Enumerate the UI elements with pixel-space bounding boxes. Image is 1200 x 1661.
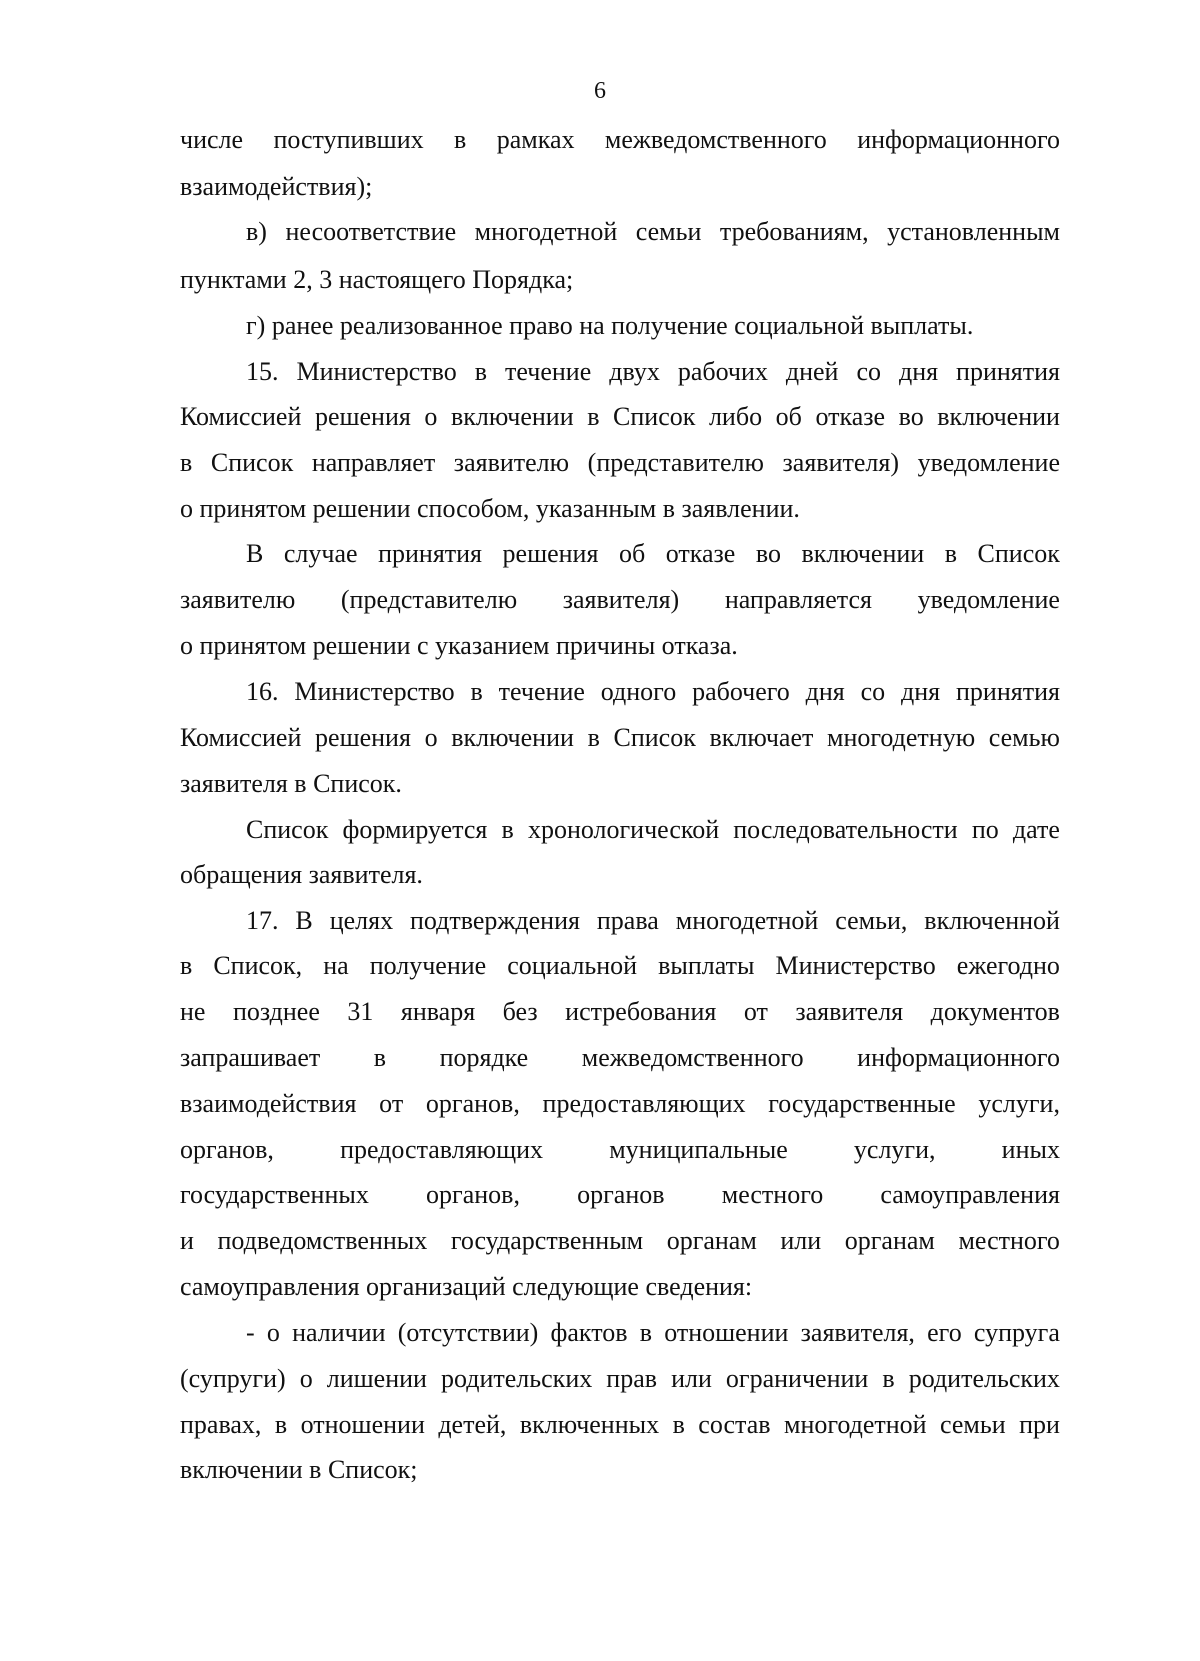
- word: о: [424, 402, 438, 431]
- text-line: [246, 676, 1060, 708]
- word: 16.: [246, 677, 279, 706]
- word: лишении: [326, 1364, 427, 1393]
- word: позднее: [232, 997, 320, 1026]
- text-line: о принятом решении способом, указанным в заявлении.: [180, 494, 800, 523]
- text-line: [180, 996, 1060, 1028]
- word: государственных: [180, 1180, 369, 1209]
- word: одного: [600, 677, 677, 706]
- text-line: [180, 1225, 1060, 1257]
- word: заявителю: [180, 585, 296, 614]
- word: права: [596, 906, 659, 935]
- word: взаимодействия: [180, 1089, 357, 1118]
- word: течение: [505, 357, 592, 386]
- text-line: [180, 1134, 1060, 1166]
- word: Министерство: [775, 951, 936, 980]
- text-line: [180, 1363, 1060, 1395]
- word: семью: [988, 723, 1060, 752]
- word: супруга: [973, 1318, 1060, 1347]
- word: рабочих: [677, 357, 768, 386]
- word: течение: [498, 677, 585, 706]
- word: 15.: [246, 357, 279, 386]
- word: подтверждения: [410, 906, 580, 935]
- word: в: [882, 1364, 895, 1393]
- text-line: [180, 584, 1060, 616]
- word: включенных: [519, 1410, 660, 1439]
- word: органов,: [180, 1135, 274, 1164]
- text-line: [180, 447, 1060, 479]
- word: Комиссией: [180, 402, 302, 431]
- word: в: [180, 951, 193, 980]
- word: в: [587, 402, 600, 431]
- word: случае: [283, 539, 358, 568]
- word: муниципальные: [609, 1135, 788, 1164]
- word: формируется: [342, 815, 488, 844]
- word: заявителя,: [800, 1318, 915, 1347]
- word: местного: [958, 1226, 1060, 1255]
- word: Министерство: [294, 677, 455, 706]
- word: многодетной: [474, 217, 618, 246]
- word: в: [470, 677, 483, 706]
- word: документов: [930, 997, 1060, 1026]
- word: в: [274, 1410, 288, 1439]
- word: Список: [613, 402, 696, 431]
- word: предоставляющих: [340, 1135, 544, 1164]
- word: информационного: [857, 125, 1060, 154]
- word: 17.: [246, 906, 279, 935]
- word: либо: [708, 402, 763, 431]
- word: рабочего: [692, 677, 790, 706]
- word: во: [898, 402, 924, 431]
- word: в: [501, 815, 514, 844]
- text-line: [246, 216, 1060, 248]
- word: В: [295, 906, 313, 935]
- word: при: [1019, 1410, 1060, 1439]
- word: ограничении: [725, 1364, 869, 1393]
- word: (отсутствии): [397, 1318, 539, 1347]
- word: включении: [451, 723, 574, 752]
- word: органам: [844, 1226, 935, 1255]
- word: местного: [721, 1180, 824, 1209]
- word: фактов: [550, 1318, 628, 1347]
- word: со: [860, 677, 886, 706]
- text-line: [180, 1088, 1060, 1120]
- word: целях: [329, 906, 394, 935]
- word: дней: [785, 357, 839, 386]
- word: решения: [314, 402, 411, 431]
- word: услуги,: [853, 1135, 936, 1164]
- text-line: [180, 401, 1060, 433]
- text-line: г) ранее реализованное право на получение социальной выплаты.: [246, 311, 974, 340]
- word: рамках: [496, 125, 575, 154]
- text-line: [246, 356, 1060, 388]
- word: многодетной: [675, 906, 819, 935]
- word: требованиям,: [719, 217, 869, 246]
- word: поступивших: [273, 125, 424, 154]
- word: принятия: [378, 539, 483, 568]
- word: порядке: [439, 1043, 529, 1072]
- word: подведомственных: [217, 1226, 428, 1255]
- word: в: [373, 1043, 387, 1072]
- page-number: 6: [594, 78, 606, 104]
- word: включении: [801, 539, 925, 568]
- word: иных: [1001, 1135, 1060, 1164]
- text-line: [180, 1409, 1060, 1441]
- word: (супруги): [180, 1364, 286, 1393]
- word: и: [180, 1226, 194, 1255]
- word: включении: [937, 402, 1060, 431]
- text-line: [180, 1179, 1060, 1211]
- word: его: [927, 1318, 962, 1347]
- word: В: [246, 539, 264, 568]
- word: решения: [315, 723, 411, 752]
- word: без: [502, 997, 538, 1026]
- word: детей,: [438, 1410, 507, 1439]
- word: в: [180, 448, 193, 477]
- word: об: [775, 402, 802, 431]
- word: межведомственного: [581, 1043, 804, 1072]
- word: выплаты: [658, 951, 755, 980]
- word: несоответствие: [285, 217, 457, 246]
- word: предоставляющих: [542, 1089, 746, 1118]
- word: решения: [502, 539, 599, 568]
- word: о: [424, 723, 438, 752]
- word: в: [474, 357, 488, 386]
- word: или: [671, 1364, 712, 1393]
- word: родительских: [441, 1364, 593, 1393]
- word: направляется: [724, 585, 872, 614]
- text-line: [180, 1042, 1060, 1074]
- word: уведомление: [917, 448, 1060, 477]
- text-line: пунктами 2, 3 настоящего Порядка;: [180, 265, 574, 294]
- text-line: о принятом решении с указанием причины отказа.: [180, 631, 738, 660]
- word: включенной: [924, 906, 1060, 935]
- word: Список: [977, 539, 1060, 568]
- text-line: [180, 722, 1060, 754]
- word: уведомление: [917, 585, 1060, 614]
- word: установленным: [887, 217, 1060, 246]
- word: 31: [347, 997, 374, 1026]
- word: -: [246, 1318, 255, 1347]
- word: Список,: [213, 951, 303, 980]
- word: двух: [609, 357, 660, 386]
- word: Список: [613, 723, 696, 752]
- word: Список: [210, 448, 294, 477]
- word: ежегодно: [956, 951, 1060, 980]
- word: органов: [577, 1180, 665, 1209]
- word: родительских: [908, 1364, 1060, 1393]
- word: в: [639, 1318, 652, 1347]
- word: наличии: [292, 1318, 386, 1347]
- word: Список: [246, 815, 329, 844]
- word: органам: [666, 1226, 757, 1255]
- word: межведомственного: [604, 125, 827, 154]
- word: отношении: [664, 1318, 789, 1347]
- word: семьи: [940, 1410, 1006, 1439]
- word: хронологической: [527, 815, 720, 844]
- word: многодетной: [783, 1410, 927, 1439]
- word: органов,: [425, 1089, 520, 1118]
- word: запрашивает: [180, 1043, 321, 1072]
- word: января: [400, 997, 476, 1026]
- word: со: [856, 357, 881, 386]
- word: направляет: [311, 448, 436, 477]
- word: истребования: [565, 997, 717, 1026]
- text-line: самоуправления организаций следующие сведения:: [180, 1272, 753, 1301]
- word: дня: [898, 357, 939, 386]
- word: дня: [901, 677, 941, 706]
- word: информационного: [857, 1043, 1060, 1072]
- word: отношении: [300, 1410, 425, 1439]
- word: услуги,: [978, 1089, 1060, 1118]
- word: заявителю: [453, 448, 570, 477]
- word: не: [180, 997, 206, 1026]
- word: или: [780, 1226, 822, 1255]
- word: социальной: [507, 951, 638, 980]
- word: заявителя: [795, 997, 904, 1026]
- word: Министерство: [296, 357, 457, 386]
- word: в: [587, 723, 600, 752]
- word: отказе: [815, 402, 886, 431]
- word: заявителя): [562, 585, 680, 614]
- word: самоуправления: [880, 1180, 1060, 1209]
- word: о: [266, 1318, 280, 1347]
- word: (представителю: [587, 448, 764, 477]
- word: принятия: [956, 357, 1060, 386]
- text-line: [246, 814, 1060, 846]
- word: правах,: [180, 1410, 262, 1439]
- word: в: [454, 125, 467, 154]
- text-line: [246, 1317, 1060, 1349]
- word: дня: [805, 677, 845, 706]
- word: семьи,: [835, 906, 908, 935]
- word: (представителю: [340, 585, 518, 614]
- text-line: [246, 538, 1060, 570]
- word: получение: [369, 951, 487, 980]
- word: от: [379, 1089, 404, 1118]
- word: многодетную: [827, 723, 976, 752]
- text-line: [180, 950, 1060, 982]
- text-line: [246, 905, 1060, 937]
- word: во: [755, 539, 781, 568]
- word: от: [743, 997, 768, 1026]
- word: Комиссией: [180, 723, 302, 752]
- word: об: [618, 539, 646, 568]
- text-line: заявителя в Список.: [180, 769, 402, 798]
- text-line: взаимодействия);: [180, 172, 373, 201]
- text-line: включении в Список;: [180, 1455, 418, 1484]
- word: прав: [606, 1364, 658, 1393]
- word: отказе: [665, 539, 736, 568]
- word: числе: [180, 125, 244, 154]
- word: государственным: [450, 1226, 644, 1255]
- word: в: [672, 1410, 685, 1439]
- text-line: обращения заявителя.: [180, 860, 423, 889]
- word: государственные: [768, 1089, 956, 1118]
- text-line: [180, 124, 1060, 156]
- word: по: [971, 815, 999, 844]
- word: семьи: [635, 217, 702, 246]
- word: состав: [698, 1410, 771, 1439]
- word: в: [944, 539, 958, 568]
- word: включает: [709, 723, 814, 752]
- word: последовательности: [733, 815, 958, 844]
- word: о: [299, 1364, 313, 1393]
- word: принятия: [956, 677, 1060, 706]
- word: органов,: [426, 1180, 520, 1209]
- word: на: [323, 951, 349, 980]
- word: заявителя): [782, 448, 899, 477]
- word: в): [246, 217, 267, 246]
- word: включении: [450, 402, 574, 431]
- word: дате: [1012, 815, 1060, 844]
